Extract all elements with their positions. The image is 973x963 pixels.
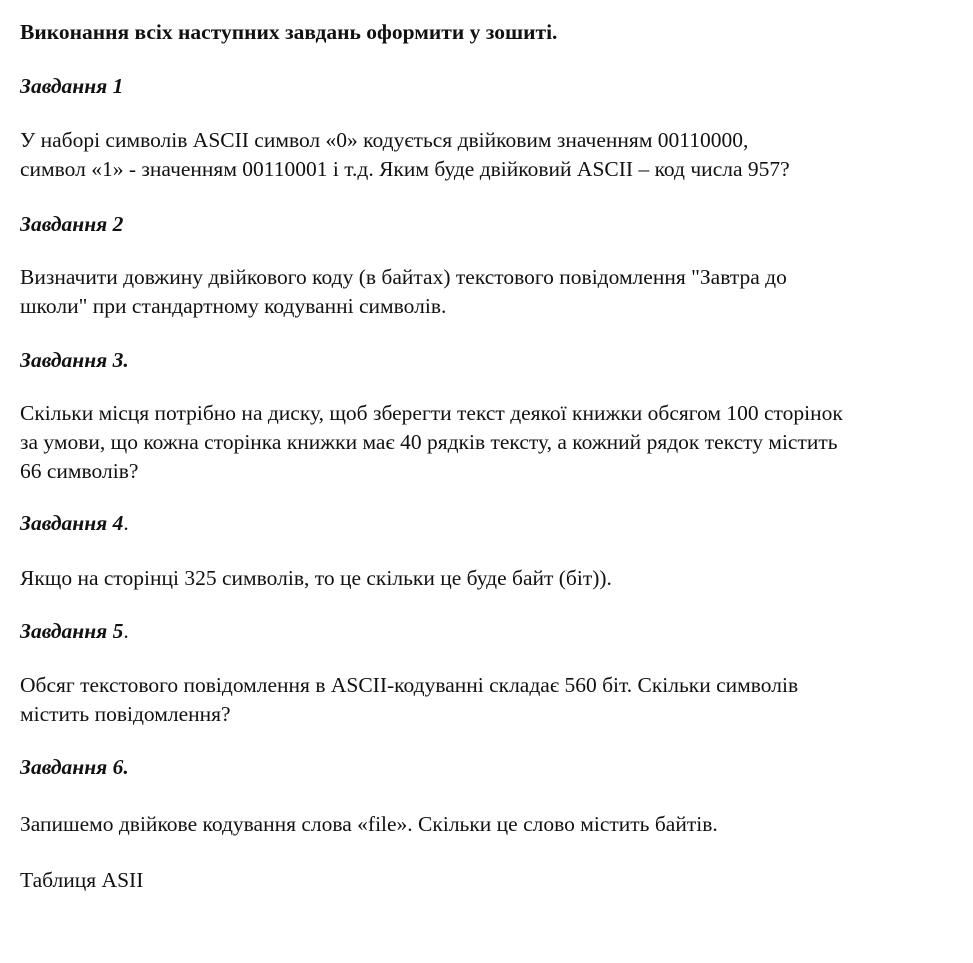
task-5-heading-text: Завдання 5 (20, 619, 124, 643)
task-2-line-1: Визначити довжину двійкового коду (в байтах) текстового повідомлення "Завтра до (20, 265, 787, 289)
task-1-heading-text: Завдання 1 (20, 74, 124, 98)
task-5-text (20, 671, 965, 729)
task-3-line-2: за умови, що кожна сторінка книжки має 40 рядків тексту, а кожний рядок тексту містить (20, 430, 838, 454)
ascii-table-caption: Таблиця ASII (20, 868, 144, 892)
task-5-heading (20, 617, 129, 646)
task-4-heading-suffix: . (123, 511, 129, 535)
task-5-heading-suffix: . (123, 619, 129, 643)
document-instruction: Виконання всіх наступних завдань оформити у зошиті. (20, 20, 558, 44)
task-2-heading (20, 210, 123, 239)
task-1-line-2: символ «1» - значенням 00110001 і т.д. Яким буде двійковий ASCII – код числа 957? (20, 157, 790, 181)
task-1-heading (20, 72, 123, 101)
task-4-line-1: Якщо на сторінці 325 символів, то це скільки це буде байт (біт)). (20, 566, 612, 590)
task-2-heading-text: Завдання 2 (20, 212, 124, 236)
task-1-text (20, 126, 965, 184)
task-4-heading (20, 509, 129, 538)
task-3-line-1: Скільки місця потрібно на диску, щоб зберегти текст деякої книжки обсягом 100 сторінок (20, 401, 843, 425)
task-6-heading-text: Завдання 6. (20, 755, 129, 779)
task-5-line-1: Обсяг текстового повідомлення в ASCII-кодуванні складає 560 біт. Скільки символів (20, 673, 799, 697)
task-3-text (20, 399, 965, 486)
task-4-heading-text: Завдання 4 (20, 511, 124, 535)
task-3-heading (20, 346, 129, 375)
task-2-text (20, 263, 965, 321)
task-5-line-2: містить повідомлення? (20, 702, 231, 726)
task-6-heading (20, 753, 129, 782)
task-3-line-3: 66 символів? (20, 459, 139, 483)
task-3-heading-text: Завдання 3. (20, 348, 129, 372)
task-4-text (20, 564, 965, 593)
task-6-line-1: Запишемо двійкове кодування слова «file». Скільки це слово містить байтів. (20, 812, 718, 836)
task-1-line-1: У наборі символів ASCII символ «0» кодується двійковим значенням 00110000, (20, 128, 749, 152)
task-6-text (20, 810, 965, 839)
task-2-line-2: школи" при стандартному кодуванні символів. (20, 294, 447, 318)
